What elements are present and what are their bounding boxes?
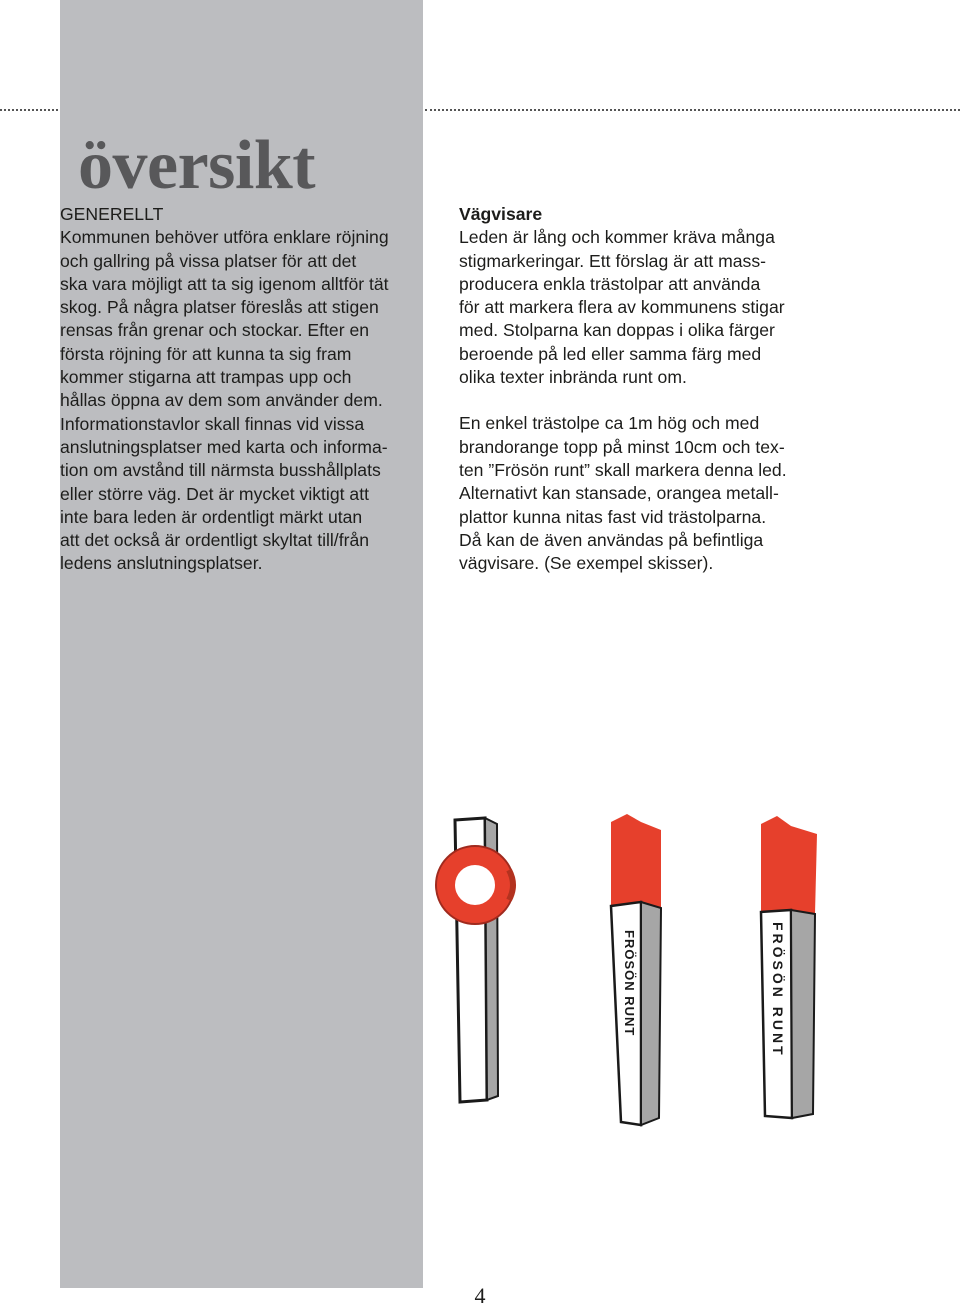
section-heading-vagvisare: Vägvisare: [459, 204, 543, 224]
signpost-frosön-runt-2: [761, 816, 817, 1118]
post-3-label: FRÖSÖN RUNT: [770, 922, 786, 1058]
page-number: 4: [474, 1283, 486, 1308]
signpost-disc-marker: [436, 818, 514, 1102]
paragraph-gap: [459, 389, 829, 412]
dotted-rule-right: [425, 109, 960, 111]
signpost-frosön-runt-1: [611, 814, 661, 1125]
right-column: [459, 203, 829, 575]
left-column: [60, 203, 425, 576]
dotted-rule-left: [0, 109, 58, 111]
vagvisare-paragraph-2: En enkel trästolpe ca 1m hög och med brandorange topp på minst 10cm och tex- ten ”Frösön runt” skall markera denna led. Alternativt kan stansade, orangea metall- plattor kunna nitas fast vid trästolparna. Då kan de även användas på befintliga vägvisare. (Se exempel skisser).: [459, 413, 787, 574]
section-heading-generellt: GENERELLT: [60, 204, 164, 224]
vagvisare-paragraph-1: Leden är lång och kommer kräva många stigmarkeringar. Ett förslag är att mass- producera enkla trästolpar att använda för att markera flera av kommunens stigar med. Stolparna kan doppas i olika färger beroende på led eller samma färg med olika texter inbrända runt om.: [459, 227, 785, 388]
page-title: översikt: [78, 127, 316, 204]
generellt-body: Kommunen behöver utföra enklare röjning och gallring på vissa platser för att det ska vara möjligt att ta sig igenom alltför tät skog. På några platser föreslås att stigen rensas från grenar och stockar. Efter en första röjning för att kunna ta sig fram kommer stigarna att trampas upp och hållas öppna av dem som använder dem. Informationstavlor skall finnas vid vissa anslutningsplatser med karta och informa- tion om avstånd till närmsta busshållplats eller större väg. Det är mycket viktigt att inte bara leden är ordentligt märkt utan att det också är ordentligt skyltat till/från ledens anslutningsplatser.: [60, 227, 389, 574]
signpost-sketch: [425, 800, 845, 1130]
post-2-label: FRÖSÖN RUNT: [622, 930, 637, 1037]
